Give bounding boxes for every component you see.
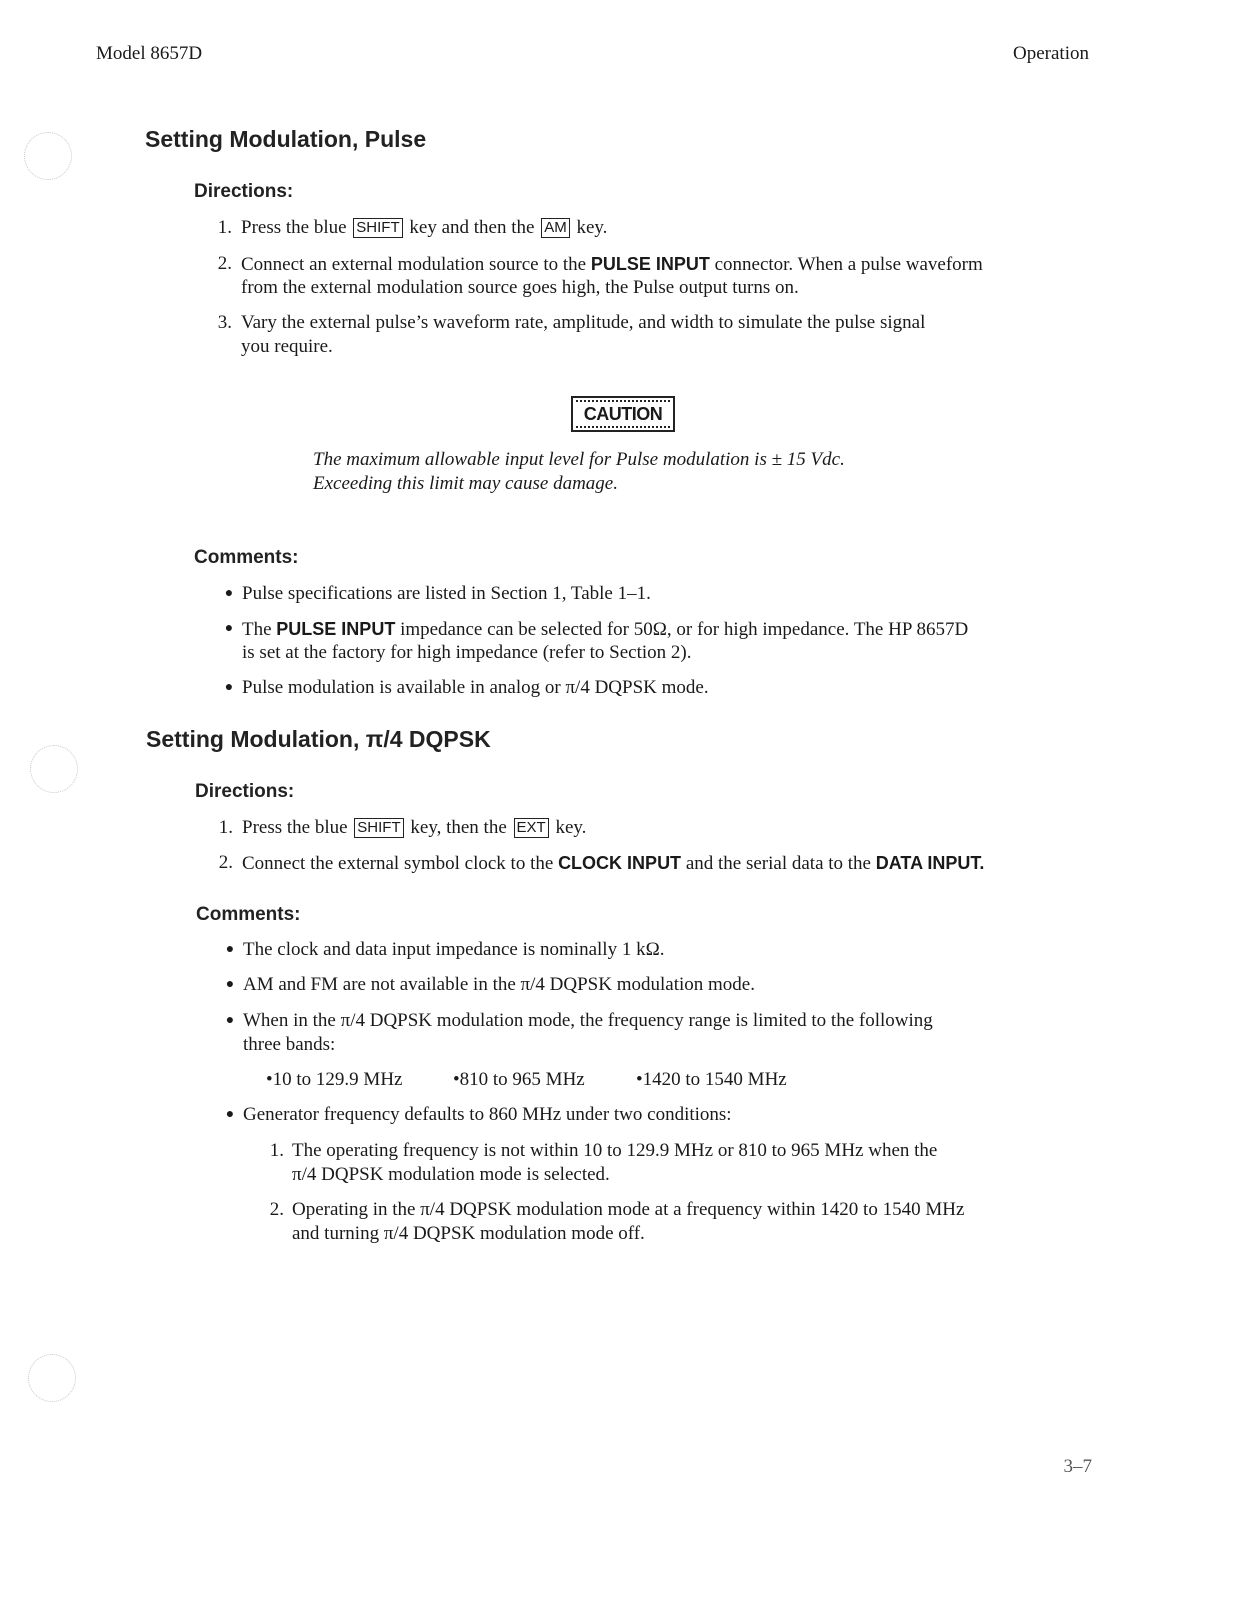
step-text: Connect the external symbol clock to the CLOCK INPUT and the serial data to the DATA INPUT. xyxy=(242,853,985,874)
caution-badge: CAUTION xyxy=(571,396,675,432)
step-number: 3. xyxy=(217,312,232,333)
condition-text: The operating frequency is not within 10 to 129.9 MHz or 810 to 965 MHz when the xyxy=(292,1140,938,1161)
shift-key-label: SHIFT xyxy=(354,818,403,838)
binder-hole-top xyxy=(24,132,72,180)
am-key-label: AM xyxy=(541,218,570,238)
step-text: Vary the external pulse’s waveform rate, amplitude, and width to simulate the pulse signal xyxy=(241,312,926,333)
section-title-dqpsk: Setting Modulation, π/4 DQPSK xyxy=(146,726,491,752)
bullet-icon: ● xyxy=(225,1013,235,1028)
comments-heading: Comments: xyxy=(196,904,301,925)
comment-text-continued: is set at the factory for high impedance (refer to Section 2). xyxy=(242,642,692,663)
bullet-icon: ● xyxy=(225,942,235,957)
step-text-continued: you require. xyxy=(241,336,333,357)
comment-text: AM and FM are not available in the π/4 DQPSK modulation mode. xyxy=(243,974,755,995)
step-number: 1. xyxy=(217,217,232,238)
comment-text: The PULSE INPUT impedance can be selected for 50Ω, or for high impedance. The HP 8657D xyxy=(242,619,969,640)
step-number: 1. xyxy=(218,817,233,838)
bullet-icon: ● xyxy=(225,977,235,992)
header-model: Model 8657D xyxy=(96,43,203,64)
shift-key-label: SHIFT xyxy=(353,218,402,238)
binder-hole-bottom xyxy=(28,1354,76,1402)
frequency-band: •10 to 129.9 MHz xyxy=(266,1069,403,1090)
frequency-band: •810 to 965 MHz xyxy=(453,1069,585,1090)
comment-text: The clock and data input impedance is nominally 1 kΩ. xyxy=(243,939,665,960)
ext-key-label: EXT xyxy=(514,818,549,838)
header-section: Operation xyxy=(1013,43,1089,64)
binder-hole-middle xyxy=(30,745,78,793)
condition-text-continued: and turning π/4 DQPSK modulation mode off. xyxy=(292,1223,645,1244)
bullet-icon: ● xyxy=(224,680,234,695)
step-text: Press the blue SHIFT key, then the EXT key. xyxy=(242,817,587,838)
caution-text-line: Exceeding this limit may cause damage. xyxy=(313,473,618,494)
comment-text: When in the π/4 DQPSK modulation mode, the frequency range is limited to the following xyxy=(243,1010,933,1031)
condition-number: 1. xyxy=(269,1140,284,1161)
condition-text: Operating in the π/4 DQPSK modulation mode at a frequency within 1420 to 1540 MHz xyxy=(292,1199,965,1220)
bullet-icon: ● xyxy=(224,586,234,601)
step-number: 2. xyxy=(218,852,233,873)
condition-text-continued: π/4 DQPSK modulation mode is selected. xyxy=(292,1164,610,1185)
step-text: Connect an external modulation source to the PULSE INPUT connector. When a pulse waveform xyxy=(241,254,983,275)
caution-text-line: The maximum allowable input level for Pulse modulation is ± 15 Vdc. xyxy=(313,449,845,470)
comment-text: Generator frequency defaults to 860 MHz under two conditions: xyxy=(243,1104,732,1125)
directions-heading: Directions: xyxy=(195,781,295,802)
directions-heading: Directions: xyxy=(194,181,294,202)
condition-number: 2. xyxy=(269,1199,284,1220)
comment-text: Pulse modulation is available in analog or π/4 DQPSK mode. xyxy=(242,677,709,698)
pulse-input-label: PULSE INPUT xyxy=(590,254,710,274)
data-input-label: DATA INPUT. xyxy=(875,853,985,873)
step-number: 2. xyxy=(217,253,232,274)
bullet-icon: ● xyxy=(224,621,234,636)
bullet-icon: ● xyxy=(225,1107,235,1122)
comment-text: Pulse specifications are listed in Section 1, Table 1–1. xyxy=(242,583,651,604)
step-text-continued: from the external modulation source goes high, the Pulse output turns on. xyxy=(241,277,799,298)
pulse-input-label: PULSE INPUT xyxy=(276,619,396,639)
step-text: Press the blue SHIFT key and then the AM key. xyxy=(241,217,608,238)
page-number: 3–7 xyxy=(1063,1456,1092,1477)
comments-heading: Comments: xyxy=(194,547,299,568)
section-title-pulse: Setting Modulation, Pulse xyxy=(145,126,427,152)
frequency-band: •1420 to 1540 MHz xyxy=(636,1069,787,1090)
clock-input-label: CLOCK INPUT xyxy=(558,853,682,873)
comment-text-continued: three bands: xyxy=(243,1034,336,1055)
